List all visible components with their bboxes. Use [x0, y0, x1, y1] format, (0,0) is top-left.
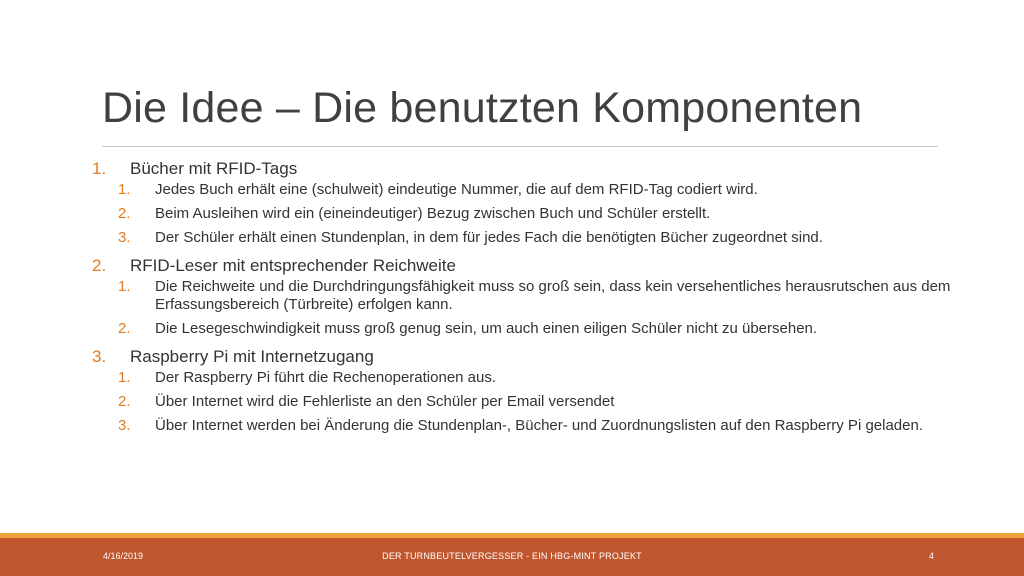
list-group	[92, 255, 952, 338]
list-item-level2	[92, 417, 952, 435]
content-list	[92, 158, 952, 443]
list-item-text: Über Internet werden bei Änderung die Stundenplan-, Bücher- und Zuordnungslisten auf den Raspberry Pi geladen.	[155, 417, 923, 434]
page-number: 4	[929, 551, 935, 561]
list-item-level2	[92, 369, 952, 387]
list-item-level1	[92, 158, 952, 179]
list-item-level1	[92, 346, 952, 367]
list-item-level2	[92, 181, 952, 199]
list-number: 3.	[92, 347, 107, 366]
footer-title: DER TURNBEUTELVERGESSER - EIN HBG-MINT PROJEKT	[382, 551, 642, 561]
list-item-level1	[92, 255, 952, 276]
list-item-text: Die Lesegeschwindigkeit muss groß genug sein, um auch einen eiligen Schüler nicht zu übersehen.	[155, 320, 818, 337]
list-number: 2.	[118, 205, 131, 222]
list-item-level2	[92, 205, 952, 223]
list-item-text: Der Raspberry Pi führt die Rechenoperationen aus.	[155, 369, 497, 386]
list-item-label: Bücher mit RFID-Tags	[130, 159, 298, 178]
slide-title: Die Idee – Die benutzten Komponenten	[102, 84, 863, 132]
list-item-label: Raspberry Pi mit Internetzugang	[130, 347, 374, 366]
list-number: 1.	[118, 278, 131, 295]
sublist	[92, 181, 952, 247]
list-item-text: Die Reichweite und die Durchdringungsfähigkeit muss so groß sein, dass kein versehentliches herausrutschen aus dem Erfassungsbereich (Türbreite) erfolgen kann.	[155, 278, 951, 313]
list-number: 2.	[92, 256, 107, 275]
list-item-text: Beim Ausleihen wird ein (eineindeutiger) Bezug zwischen Buch und Schüler erstellt.	[155, 205, 711, 222]
list-group	[92, 158, 952, 247]
footer-bar	[0, 538, 1024, 576]
list-item-level2	[92, 278, 952, 314]
list-number: 2.	[118, 393, 131, 410]
list-group	[92, 346, 952, 435]
sublist	[92, 369, 952, 435]
list-item-label: RFID-Leser mit entsprechender Reichweite	[130, 256, 456, 275]
list-number: 1.	[118, 181, 131, 198]
list-number: 3.	[118, 229, 131, 246]
list-number: 1.	[92, 159, 107, 178]
list-item-level2	[92, 320, 952, 338]
sublist	[92, 278, 952, 338]
title-divider	[102, 146, 938, 147]
list-number: 3.	[118, 417, 131, 434]
list-item-text: Jedes Buch erhält eine (schulweit) eindeutige Nummer, die auf dem RFID-Tag codiert wird.	[155, 181, 758, 198]
footer-date: 4/16/2019	[103, 551, 144, 561]
list-item-text: Über Internet wird die Fehlerliste an den Schüler per Email versendet	[155, 393, 615, 410]
list-number: 2.	[118, 320, 131, 337]
list-number: 1.	[118, 369, 131, 386]
list-item-level2	[92, 393, 952, 411]
list-item-text: Der Schüler erhält einen Stundenplan, in dem für jedes Fach die benötigten Bücher zugeordnet sind.	[155, 229, 823, 246]
list-item-level2	[92, 229, 952, 247]
